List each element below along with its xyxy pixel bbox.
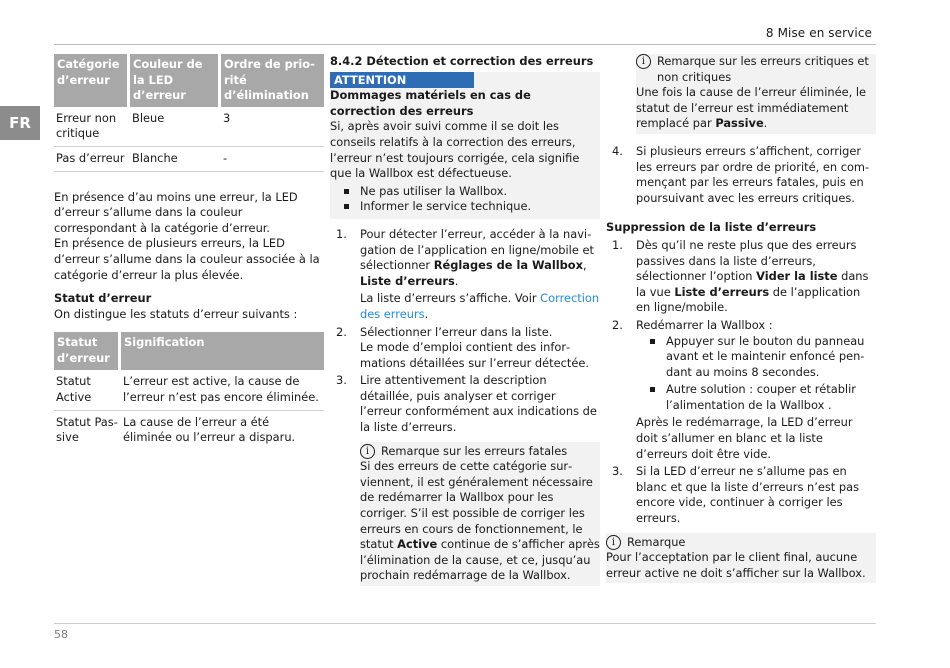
step-list: [330, 227, 600, 436]
note-text: Pour l’acceptation par le client final, aucune erreur active ne doit s’afficher sur la Wallbox.: [606, 550, 866, 580]
note-text: [360, 459, 600, 584]
step-text: Dès qu’il ne reste plus que des erreurs passives dans la liste d’erreurs, sélectionner l’option: [636, 237, 857, 284]
list-item: Autre solution : couper et rétablir l’alimentation de la Wallbox .: [636, 382, 876, 413]
table-cell: Bleue: [130, 107, 221, 147]
note-header: [360, 444, 600, 460]
table-header-cell: Couleur de la LED d’erreur: [130, 54, 221, 107]
step-item: [606, 318, 876, 462]
step-result: Après le redémarrage, la LED d’erreur doit s’allumer en blanc et la liste d’erreurs doit être vide.: [636, 415, 853, 461]
error-status-table: [54, 332, 324, 449]
error-category-table: [54, 54, 324, 172]
section-title: 8 Mise en service: [765, 26, 872, 40]
step-number: 4.: [612, 143, 623, 158]
step-item: [330, 325, 600, 372]
section-heading: 8.4.2 Détection et correction des erreurs: [330, 54, 594, 68]
status-heading: Statut d’erreur: [54, 291, 152, 306]
step-result: Le mode d’emploi contient des informations détaillées sur l’erreur détectée.: [360, 340, 589, 370]
step-list: [606, 144, 876, 206]
note-text: [636, 85, 872, 132]
step-bold: Liste d’erreurs: [360, 273, 455, 288]
list-item: Ne pas utiliser la Wallbox.: [330, 184, 600, 200]
left-column: [54, 54, 324, 450]
note-header: [606, 535, 872, 551]
step-text: Si la LED d’erreur ne s’allume pas en blanc et que la liste d’erreurs n’est pas encore vide, continuer à corriger les erreurs.: [636, 464, 860, 526]
table-cell: 3: [221, 107, 324, 147]
table-row: [54, 411, 324, 450]
table-cell: Blanche: [130, 147, 221, 172]
step-item: [606, 144, 876, 206]
table-header-cell: Ordre de priorité d’élimination: [221, 54, 324, 107]
step-bold: Réglages de la Wallbox: [433, 258, 583, 273]
note-bold: Active: [397, 537, 438, 552]
step-text: .: [454, 273, 459, 288]
right-column: [606, 54, 876, 583]
warning-title: Dommages matériels en cas de correction des erreurs: [330, 88, 531, 118]
table-header-row: [54, 332, 324, 370]
page-number: 58: [54, 628, 68, 641]
correction-link[interactable]: Correction des erreurs: [360, 291, 600, 321]
note-text-part: Si des erreurs de cette catégorie surviennent, il est généralement nécessaire de redémarrer la Wallbox pour les corriger. S’il est possible de corriger les erreurs en cours de fonctionnement, le statut: [360, 459, 593, 552]
note-title: Remarque sur les erreurs fatales: [381, 443, 568, 458]
paragraph: En présence de plusieurs erreurs, la LED d’erreur s’allume dans la couleur associée à la catégorie d’erreur la plus élevée.: [54, 236, 320, 282]
step-bold: Liste d’erreurs: [674, 284, 770, 299]
list-item: Informer le service technique.: [330, 199, 600, 215]
note-critical-errors: [636, 54, 876, 134]
warning-tag: ATTENTION: [330, 72, 474, 88]
note-bold: Passive: [715, 116, 764, 131]
note-text-part: continue de s’afficher après l’élimination de la cause, et ce, jusqu’au prochain redémarrage de la Wallbox.: [360, 537, 600, 583]
step-text: ,: [582, 258, 587, 273]
table-cell: Pas d’erreur: [54, 147, 130, 172]
step-text: Lire attentivement la description détaillée, puis analyser et corriger l’erreur conformément aux indications de la liste d’erreurs.: [360, 373, 597, 435]
step-text: de l’application en ligne/mobile.: [636, 284, 861, 315]
step-bold: Vider la liste: [756, 269, 838, 284]
step-result: [360, 291, 600, 322]
table-row: [54, 370, 324, 410]
step-number: 3.: [612, 464, 623, 479]
paragraph: En présence d’au moins une erreur, la LED d’erreur s’allume dans la couleur correspondant à la catégorie d’erreur.: [54, 189, 298, 235]
language-tab: FR: [0, 106, 40, 140]
list-item: Appuyer sur le bouton du panneau avant et le maintenir enfoncé pendant au moins 8 secondes.: [636, 334, 876, 381]
table-cell: L’erreur est active, la cause de l’erreur n’est pas encore éliminée.: [121, 370, 324, 410]
info-icon: i: [636, 54, 651, 69]
step-result-end: .: [424, 306, 429, 321]
table-cell: Erreur non critique: [54, 107, 130, 147]
footer-divider: [54, 623, 876, 624]
table-row: [54, 147, 324, 172]
warning-text: Si, après avoir suivi comme il se doit les conseils relatifs à la correction des erreurs, l’erreur n’est toujours corrigée, cela signifie que la Wallbox est défectueuse.: [330, 119, 580, 181]
step-text: Sélectionner l’erreur dans la liste.: [360, 324, 553, 339]
delete-step-list: [606, 238, 876, 527]
status-intro: On distingue les statuts d’erreur suivants :: [54, 306, 298, 321]
step-item: [330, 373, 600, 435]
delete-list-heading: Suppression de la liste d’erreurs: [606, 220, 817, 235]
warning-box: [330, 72, 600, 219]
step-item: [606, 238, 876, 316]
step-number: 3.: [336, 373, 347, 388]
header-divider: [54, 44, 876, 45]
note-header: [636, 54, 872, 85]
step-number: 1.: [336, 226, 347, 241]
step-item: [606, 464, 876, 526]
step-text: Si plusieurs erreurs s’affichent, corriger les erreurs par ordre de priorité, en commençant par les erreurs fatales, puis en poursuivant avec les erreurs critiques.: [636, 143, 870, 205]
note-text-part: Une fois la cause de l’erreur éliminée, le statut de l’erreur est immédiatement remplacé par: [636, 85, 867, 131]
table-header-cell: Catégorie d’erreur: [54, 54, 130, 107]
note-fatal-errors: [360, 442, 600, 586]
step-text: Redémarrer la Wallbox :: [636, 317, 773, 332]
info-icon: i: [360, 444, 375, 459]
info-icon: i: [606, 535, 621, 550]
table-header-cell: Statut d’erreur: [54, 332, 121, 370]
table-cell: Statut Active: [54, 370, 121, 410]
step-item: [330, 227, 600, 323]
table-cell: La cause de l’erreur a été éliminée ou l’erreur a disparu.: [123, 414, 296, 445]
step-result-text: La liste d’erreurs s’affiche. Voir: [360, 291, 541, 306]
table-cell: -: [221, 147, 324, 172]
table-row: [54, 107, 324, 147]
middle-column: [330, 54, 600, 586]
note-title: Remarque sur les erreurs critiques et non critiques: [657, 54, 869, 84]
step-number: 2.: [612, 317, 623, 332]
note-final: [606, 533, 876, 584]
step-number: 2.: [336, 324, 347, 339]
warning-bullets: [330, 184, 600, 215]
sub-bullet-list: [636, 334, 876, 414]
note-title: Remarque: [627, 534, 686, 549]
table-cell: Statut Passive: [56, 414, 118, 445]
note-text-part: .: [763, 116, 768, 131]
step-number: 1.: [612, 237, 623, 252]
table-header-row: [54, 54, 324, 107]
table-header-cell: Signification: [121, 332, 324, 370]
step-text: dans la vue: [636, 269, 869, 299]
step-text: Pour détecter l’erreur, accéder à la navigation de l’application en ligne/mobile et sélectionner: [360, 226, 594, 273]
